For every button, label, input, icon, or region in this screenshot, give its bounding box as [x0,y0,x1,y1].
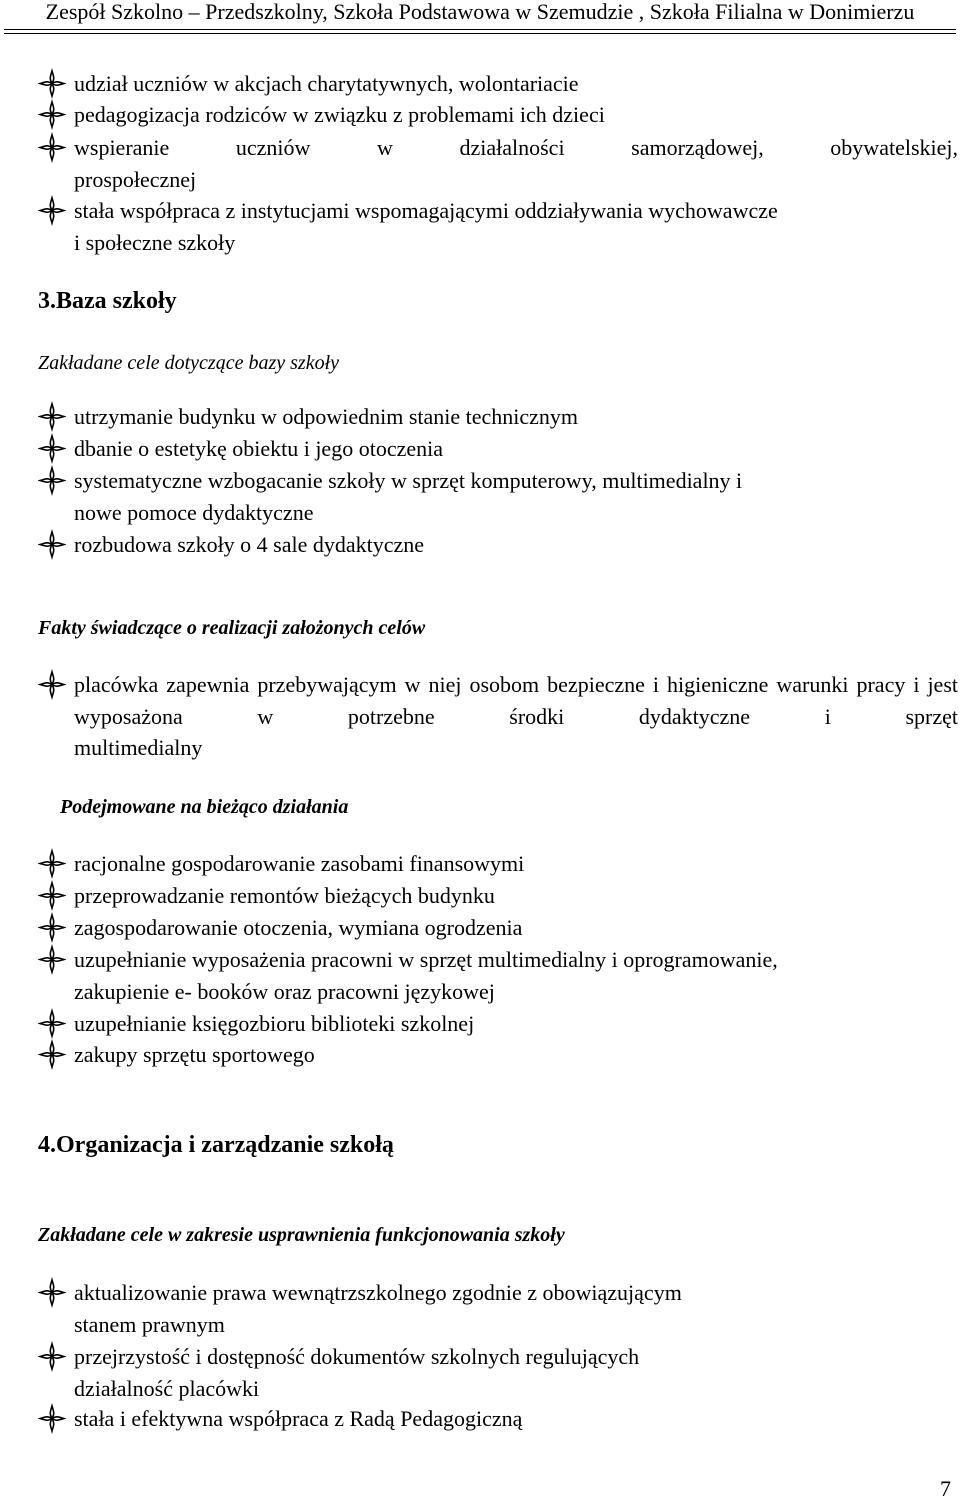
bullet-icon [38,529,66,560]
list-item: racjonalne gospodarowanie zasobami finansowymi [38,848,958,880]
bullet-icon [38,465,66,496]
page-header: Zespół Szkolno – Przedszkolny, Szkoła Podstawowa w Szemudzie , Szkoła Filialna w Donimierzu [45,0,915,24]
subsection-heading: Zakładane cele dotyczące bazy szkoły [38,352,340,374]
list-item: wspieranie uczniów w działalności samorządowej, obywatelskiej, prospołecznej [38,132,958,195]
section-heading: 3.Baza szkoły [38,288,177,314]
bullet-icon [38,1341,66,1372]
bullet-icon [38,401,66,432]
list-item: stała i efektywna współpraca z Radą Pedagogiczną [38,1403,958,1435]
list-item: zagospodarowanie otoczenia, wymiana ogrodzenia [38,912,958,944]
bullet-icon [38,433,66,464]
bullet-icon [38,1039,66,1070]
list-item: systematyczne wzbogacanie szkoły w sprzęt komputerowy, multimedialny i nowe pomoce dydaktyczne [38,465,958,528]
list-item: uzupełnianie księgozbioru biblioteki szkolnej [38,1008,958,1040]
page-number: 7 [940,1476,951,1501]
list-item: dbanie o estetykę obiektu i jego otoczenia [38,433,958,465]
bullet-icon [38,132,66,163]
list-item: rozbudowa szkoły o 4 sale dydaktyczne [38,529,958,561]
list-item: udział uczniów w akcjach charytatywnych, wolontariacie [38,68,958,100]
list-item: pedagogizacja rodziców w związku z problemami ich dzieci [38,99,958,131]
subsection-heading: Podejmowane na bieżąco działania [60,796,349,818]
bullet-icon [38,848,66,879]
list-item: przeprowadzanie remontów bieżących budynku [38,880,958,912]
list-item: aktualizowanie prawa wewnątrzszkolnego zgodnie z obowiązującym stanem prawnym [38,1277,958,1340]
header-rule [4,29,956,30]
subsection-heading: Fakty świadczące o realizacji założonych celów [38,617,426,639]
bullet-icon [38,1403,66,1434]
subsection-heading: Zakładane cele w zakresie usprawnienia funkcjonowania szkoły [38,1224,565,1246]
bullet-icon [38,99,66,130]
list-item: stała współpraca z instytucjami wspomagającymi oddziaływania wychowawcze i społeczne szkoły [38,195,958,258]
bullet-icon [38,880,66,911]
list-item: przejrzystość i dostępność dokumentów szkolnych regulujących działalność placówki [38,1341,958,1404]
list-item: zakupy sprzętu sportowego [38,1039,958,1071]
bullet-icon [38,669,66,700]
bullet-icon [38,1277,66,1308]
list-item: utrzymanie budynku w odpowiednim stanie technicznym [38,401,958,433]
bullet-icon [38,195,66,226]
header-rule-double [4,33,956,34]
list-item: placówka zapewnia przebywającym w niej osobom bezpieczne i higieniczne warunki pracy i jest wyposażona w potrzebne środki dydaktyczne i sprzęt multimedialny [38,669,958,764]
bullet-icon [38,912,66,943]
list-item: uzupełnianie wyposażenia pracowni w sprzęt multimedialny i oprogramowanie, zakupienie e- booków oraz pracowni językowej [38,944,958,1007]
bullet-icon [38,944,66,975]
bullet-icon [38,1008,66,1039]
section-heading: 4.Organizacja i zarządzanie szkołą [38,1132,394,1158]
bullet-icon [38,68,66,99]
